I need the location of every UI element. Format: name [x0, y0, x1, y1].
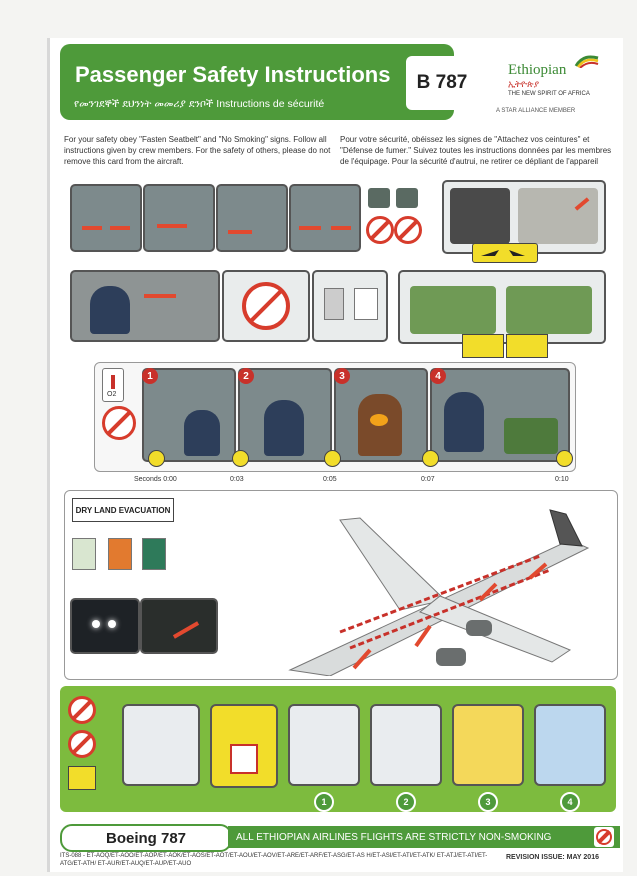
- intro-french: Pour votre sécurité, obéissez les signes de "Attachez vos ceintures" et "Défense de fumer." Suivez toutes les instructions données par les membres de l'équipage. Pour la sécurité d'autrui, ne retirer ce dépliant de l'appareil: [340, 135, 612, 166]
- time-label: 0:05: [323, 476, 337, 483]
- oxygen-step-3: [334, 368, 428, 462]
- footer-model: Boeing 787: [60, 824, 232, 852]
- step-badge: 3: [334, 368, 350, 384]
- door-step-1: [288, 704, 360, 786]
- timer-icon: [324, 450, 341, 467]
- exit-step-icon: [142, 538, 166, 570]
- aircraft-model-badge: B 787: [406, 56, 478, 110]
- seconds-label: [134, 476, 177, 483]
- outlet-icon: [324, 288, 344, 320]
- aircraft-registrations: ITS-088 - ET-AOQ/ET-AOO/ET-AOP/ET-AOK/ET-AOS/ET-AOT/ET-AOU/ET-AOV/ET-ARE/ET-ARF/ET-ASG/ET-AS H/ET-ASI/ET-ATI/ET-ATK/ ET-ATJ/ET-ATI/ET-ATG/ET-ATH/ ET-AUR/ET-AUQ/ET-AUP/ET-AUO: [60, 853, 488, 867]
- step-badge: 1: [142, 368, 158, 384]
- timer-icon: [422, 450, 439, 467]
- device-icon: [368, 188, 390, 208]
- lavatory-smoke-detector-panel: [312, 270, 388, 342]
- exit-step-icon: [72, 538, 96, 570]
- flag-icon: [574, 54, 600, 68]
- passenger-figure: [90, 286, 130, 334]
- time-label: 0:10: [555, 476, 569, 483]
- aircraft-illustration: [290, 510, 588, 676]
- seatbelt-step-4: [289, 184, 361, 252]
- time-label: 0:07: [421, 476, 435, 483]
- seatbelt-step-1: [70, 184, 142, 252]
- no-smoking-icon: [242, 282, 290, 330]
- oxygen-step-1: [142, 368, 236, 462]
- timer-icon: [232, 450, 249, 467]
- revision-issue: REVISION ISSUE: MAY 2016: [506, 854, 599, 861]
- step-badge: 2: [238, 368, 254, 384]
- timer-icon: [148, 450, 165, 467]
- takeoff-icon: [506, 334, 548, 358]
- no-smoking-panel: [222, 270, 310, 342]
- seconds-prefix: Seconds: [134, 476, 162, 483]
- star-alliance-label: A STAR ALLIANCE MEMBER: [496, 108, 576, 114]
- overhead-bin-panel: [70, 270, 220, 342]
- door-operation-band: [60, 686, 616, 812]
- brace-position-panel: [398, 270, 606, 344]
- brace-seat-2: [506, 286, 592, 334]
- oxygen-step-2: [238, 368, 332, 462]
- oxygen-icon: [102, 368, 124, 402]
- seat-illustration: [450, 188, 510, 244]
- door-step-4: [534, 704, 606, 786]
- timer-icon: [556, 450, 573, 467]
- step-badge: 4: [560, 792, 580, 812]
- no-smoking-icon: [594, 827, 614, 847]
- door-step-2: [370, 704, 442, 786]
- intro-english: For your safety obey "Fasten Seatbelt" and "No Smoking" signs. Follow all instructions given by crew members. For the safety of others, please do not remove this card from the aircraft.: [64, 135, 331, 166]
- no-smoking-icon: [102, 406, 136, 440]
- seatbelt-step-3: [216, 184, 288, 252]
- no-device-icon: [394, 216, 422, 244]
- ethiopian-logo: [494, 52, 614, 114]
- time-label: 0:00: [163, 476, 177, 483]
- logo-amharic: ኢትዮጵያ: [508, 79, 540, 89]
- no-luggage-icon: [68, 696, 96, 724]
- door-panel: [122, 704, 200, 786]
- exit-light-panel: [140, 598, 218, 654]
- device-icon: [396, 188, 418, 208]
- step-badge: 4: [430, 368, 446, 384]
- door-step-3: [452, 704, 524, 786]
- step-badge: 2: [396, 792, 416, 812]
- non-smoking-notice: ALL ETHIOPIAN AIRLINES FLIGHTS ARE STRICTLY NON-SMOKING: [228, 826, 620, 848]
- caution-icon: [68, 766, 96, 790]
- exit-step-icon: [108, 538, 132, 570]
- header-banner: [60, 44, 454, 120]
- card-title: Passenger Safety Instructions: [75, 62, 391, 87]
- no-shoes-icon: [68, 730, 96, 758]
- seatbelt-step-2: [143, 184, 215, 252]
- ashtray-icon: [354, 288, 378, 320]
- step-badge: 1: [314, 792, 334, 812]
- logo-tagline: THE NEW SPIRIT OF AFRICA: [508, 91, 590, 97]
- brace-seat-1: [410, 286, 496, 334]
- no-device-icon: [366, 216, 394, 244]
- dry-land-evacuation-label: DRY LAND EVACUATION: [72, 498, 174, 522]
- landing-icon: [462, 334, 504, 358]
- aircraft-exit-diagram: [270, 500, 606, 676]
- card-subtitle: የመንገደኞች ደህንነት መመሪያ ደንቦች Instructions de sécurité: [74, 98, 325, 110]
- logo-name: Ethiopian: [508, 62, 567, 78]
- floor-lighting-panel: [70, 598, 140, 654]
- safety-card: [47, 38, 623, 872]
- oxygen-label: O2: [107, 391, 117, 398]
- door-warning-placard: [210, 704, 278, 788]
- step-badge: 3: [478, 792, 498, 812]
- electronics-restriction-icons: [362, 184, 428, 250]
- time-label: 0:03: [230, 476, 244, 483]
- takeoff-landing-icon: [472, 243, 538, 263]
- oxygen-step-4: [430, 368, 570, 462]
